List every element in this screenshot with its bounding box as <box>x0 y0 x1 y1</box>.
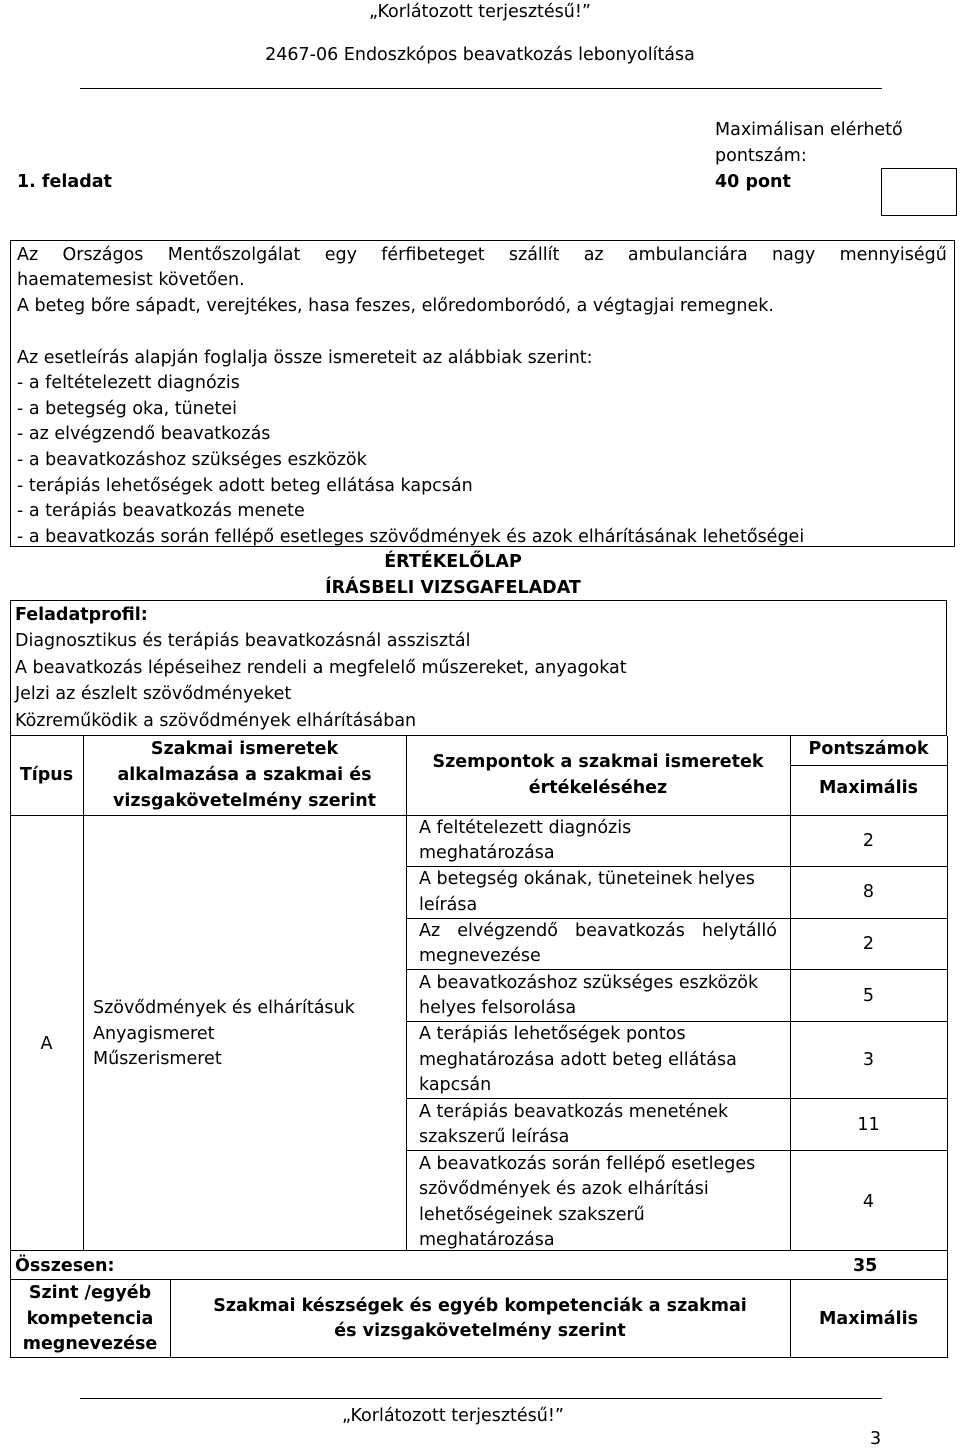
case-instruction: Az esetleírás alapján foglalja össze ismereteit az alábbiak szerint: <box>17 348 593 368</box>
criterion-text: meghatározása <box>419 1230 555 1250</box>
criterion-text: A beavatkozás során fellépő esetleges <box>419 1154 756 1174</box>
criterion-points: 8 <box>862 882 875 902</box>
header-criteria: Szempontok a szakmai ismeretek <box>432 752 764 772</box>
criterion-text: A terápiás lehetőségek pontos <box>419 1024 686 1044</box>
criterion-text: meghatározása <box>419 843 555 863</box>
module-title: 2467-06 Endoszkópos beavatkozás lebonyolítása <box>265 45 695 65</box>
criterion-text: A betegség okának, tüneteinek helyes <box>419 869 755 889</box>
case-item: - a terápiás beavatkozás menete <box>17 501 305 521</box>
knowledge-item: Műszerismeret <box>93 1049 222 1069</box>
case-item: - a beavatkozás során fellépő esetleges szövődmények és azok elhárításának lehetőségei <box>17 527 805 547</box>
header-knowledge: Szakmai ismeretek <box>150 739 339 759</box>
criterion-text: kapcsán <box>419 1075 492 1095</box>
skills-header: Szakmai készségek és egyéb kompetenciák a szakmai <box>213 1296 747 1316</box>
level-header: Szint /egyéb <box>28 1283 152 1303</box>
case-line-1: Az Országos Mentőszolgálat egy férfibeteget szállít az ambulanciára nagy mennyiségű <box>17 245 947 265</box>
score-box[interactable] <box>881 168 957 216</box>
case-item: - a feltételezett diagnózis <box>17 373 240 393</box>
header-knowledge: vizsgakövetelmény szerint <box>112 791 377 811</box>
profile-line: Jelzi az észlelt szövődményeket <box>15 684 292 704</box>
criterion-text: A feltételezett diagnózis <box>419 818 632 838</box>
max-points-value: 40 pont <box>715 172 791 192</box>
header-rule <box>80 88 882 89</box>
profile-line: Közreműködik a szövődmények elhárításában <box>15 711 417 731</box>
profile-line: A beavatkozás lépéseihez rendeli a megfelelő műszereket, anyagokat <box>15 658 627 678</box>
type-value: A <box>40 1034 53 1054</box>
header-max: Maximális <box>819 778 918 798</box>
criterion-points: 2 <box>862 831 875 851</box>
header-type: Típus <box>19 765 74 785</box>
knowledge-item: Szövődmények és elhárításuk <box>93 998 355 1018</box>
criterion-text: lehetőségeinek szakszerű <box>419 1205 645 1225</box>
restriction-notice-top: „Korlátozott terjesztésű!” <box>369 2 591 22</box>
header-points: Pontszámok <box>808 739 929 759</box>
case-item: - a betegség oka, tünetei <box>17 399 238 419</box>
restriction-notice-bottom: „Korlátozott terjesztésű!” <box>342 1406 564 1426</box>
case-item: - az elvégzendő beavatkozás <box>17 424 271 444</box>
level-header: kompetencia <box>26 1309 154 1329</box>
task-title: 1. feladat <box>17 172 112 192</box>
skills-header: és vizsgakövetelmény szerint <box>334 1321 626 1341</box>
header-knowledge: alkalmazása a szakmai és <box>117 765 372 785</box>
profile-label: Feladatprofil: <box>15 605 148 625</box>
criterion-text: Az elvégzendő beavatkozás helytálló <box>419 921 777 941</box>
criterion-points: 4 <box>862 1192 875 1212</box>
header-criteria: értékeléséhez <box>528 778 668 798</box>
criterion-points: 3 <box>862 1050 875 1070</box>
max-points-label-line2: pontszám: <box>715 146 807 166</box>
footer-rule <box>80 1398 882 1399</box>
level-header: megnevezése <box>22 1334 158 1354</box>
max-header: Maximális <box>819 1309 918 1329</box>
case-line-2: haematemesist követően. <box>17 270 245 290</box>
criterion-text: megnevezése <box>419 946 541 966</box>
criterion-text: meghatározása adott beteg ellátása <box>419 1050 737 1070</box>
max-points-label-line1: Maximálisan elérhető <box>715 120 903 140</box>
criterion-text: szakszerű leírása <box>419 1127 570 1147</box>
case-item: - terápiás lehetőségek adott beteg ellátása kapcsán <box>17 476 473 496</box>
criterion-text: szövődmények és azok elhárítási <box>419 1179 709 1199</box>
case-item: - a beavatkozáshoz szükséges eszközök <box>17 450 367 470</box>
criterion-points: 2 <box>862 934 875 954</box>
total-value: 35 <box>853 1256 878 1276</box>
criterion-text: A beavatkozáshoz szükséges eszközök <box>419 973 759 993</box>
criterion-text: helyes felsorolása <box>419 998 577 1018</box>
case-line-3: A beteg bőre sápadt, verejtékes, hasa feszes, előredomboródó, a végtagjai remegnek. <box>17 296 774 316</box>
page-number: 3 <box>870 1429 882 1449</box>
total-label: Összesen: <box>15 1256 115 1276</box>
sheet-subtitle: ÍRÁSBELI VIZSGAFELADAT <box>325 578 581 598</box>
criterion-text: leírása <box>419 895 478 915</box>
knowledge-item: Anyagismeret <box>93 1024 215 1044</box>
criterion-points: 5 <box>862 986 875 1006</box>
sheet-title: ÉRTÉKELŐLAP <box>384 552 522 572</box>
criterion-text: A terápiás beavatkozás menetének <box>419 1102 729 1122</box>
criterion-points: 11 <box>857 1115 880 1135</box>
profile-line: Diagnosztikus és terápiás beavatkozásnál asszisztál <box>15 631 471 651</box>
